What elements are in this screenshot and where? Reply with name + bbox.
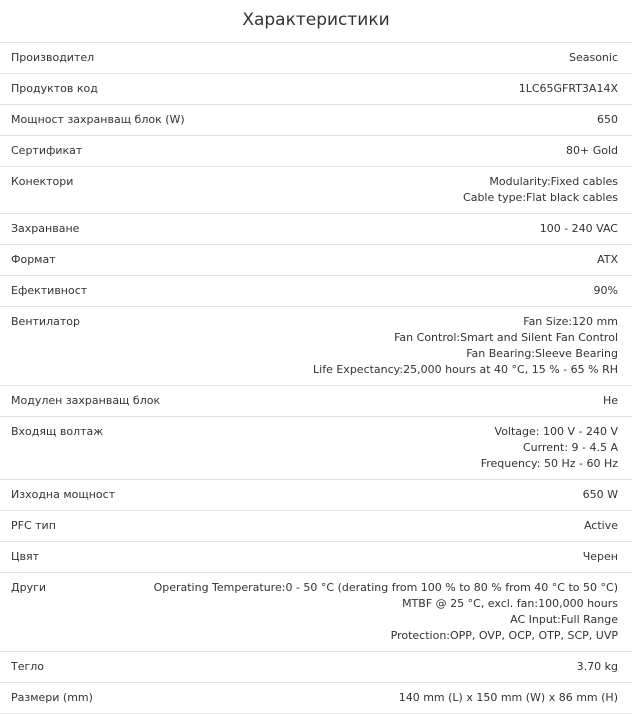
spec-value: 90% [593, 284, 618, 297]
spec-value: Active [583, 519, 618, 532]
spec-value: Operating Temperature:0 - 50 °C (derating from 100 % to 80 % from 40 °C to 50 °C) [153, 581, 618, 594]
spec-row [0, 480, 632, 511]
spec-row [0, 276, 632, 307]
spec-values [566, 143, 618, 159]
spec-values [583, 487, 618, 503]
spec-value: Modularity:Fixed cables [489, 175, 618, 188]
spec-row [0, 136, 632, 167]
spec-values [597, 112, 618, 128]
spec-values [481, 424, 618, 472]
specs-table [0, 43, 632, 714]
spec-value: Cable type:Flat black cables [463, 191, 618, 204]
spec-row [0, 105, 632, 136]
spec-label: Сертификат [11, 144, 83, 157]
spec-values [154, 580, 618, 644]
spec-label: PFC тип [11, 519, 56, 532]
spec-label: Тегло [11, 660, 45, 673]
spec-value: 1LC65GFRT3A14X [518, 82, 618, 95]
spec-row [0, 573, 632, 652]
spec-value: Не [602, 394, 618, 407]
spec-value: Protection:OPP, OVP, OCP, OTP, SCP, UVP [390, 629, 618, 642]
spec-value: Current: 9 - 4.5 A [523, 441, 618, 454]
spec-label: Изходна мощност [11, 488, 116, 501]
spec-value: Fan Bearing:Sleeve Bearing [466, 347, 618, 360]
spec-row [0, 214, 632, 245]
page-title: Характеристики [0, 0, 632, 43]
spec-label: Мощност захранващ блок (W) [11, 113, 185, 126]
spec-values [577, 659, 618, 675]
spec-values [594, 283, 618, 299]
spec-values [399, 690, 618, 706]
spec-label: Вентилатор [11, 315, 80, 328]
spec-value: Черен [582, 550, 618, 563]
spec-label: Продуктов код [11, 82, 98, 95]
spec-label: Захранване [11, 222, 80, 235]
spec-value: ATX [597, 253, 618, 266]
spec-row [0, 74, 632, 105]
spec-value: Seasonic [568, 51, 618, 64]
spec-values [597, 252, 618, 268]
spec-values [584, 518, 618, 534]
spec-value: 650 [597, 113, 618, 126]
spec-label: Конектори [11, 175, 74, 188]
spec-label: Размери (mm) [11, 691, 93, 704]
spec-value: Fan Control:Smart and Silent Fan Control [394, 331, 618, 344]
spec-label: Цвят [11, 550, 40, 563]
spec-value: MTBF @ 25 °C, excl. fan:100,000 hours [402, 597, 618, 610]
spec-values [463, 174, 618, 206]
spec-row [0, 683, 632, 714]
spec-row [0, 542, 632, 573]
spec-row [0, 511, 632, 542]
spec-value: Frequency: 50 Hz - 60 Hz [480, 457, 618, 470]
spec-values [603, 393, 618, 409]
spec-values [519, 81, 618, 97]
spec-row [0, 245, 632, 276]
spec-values [540, 221, 618, 237]
spec-value: Life Expectancy:25,000 hours at 40 °C, 15 % - 65 % RH [313, 363, 618, 376]
spec-values [583, 549, 618, 565]
spec-label: Ефективност [11, 284, 88, 297]
spec-row [0, 167, 632, 214]
spec-row [0, 43, 632, 74]
spec-value: 3.70 kg [576, 660, 618, 673]
spec-value: 80+ Gold [565, 144, 618, 157]
spec-row [0, 652, 632, 683]
spec-value: 140 mm (L) x 150 mm (W) x 86 mm (H) [398, 691, 618, 704]
spec-value: Voltage: 100 V - 240 V [494, 425, 618, 438]
spec-values [313, 314, 618, 378]
spec-label: Входящ волтаж [11, 425, 104, 438]
spec-label: Формат [11, 253, 56, 266]
spec-label: Производител [11, 51, 95, 64]
spec-row [0, 417, 632, 480]
spec-value: 100 - 240 VAC [539, 222, 618, 235]
spec-value: 650 W [582, 488, 618, 501]
spec-row [0, 386, 632, 417]
spec-value: AC Input:Full Range [510, 613, 618, 626]
spec-value: Fan Size:120 mm [523, 315, 618, 328]
spec-label: Други [11, 581, 47, 594]
spec-values [569, 50, 618, 66]
spec-label: Модулен захранващ блок [11, 394, 161, 407]
spec-row [0, 307, 632, 386]
